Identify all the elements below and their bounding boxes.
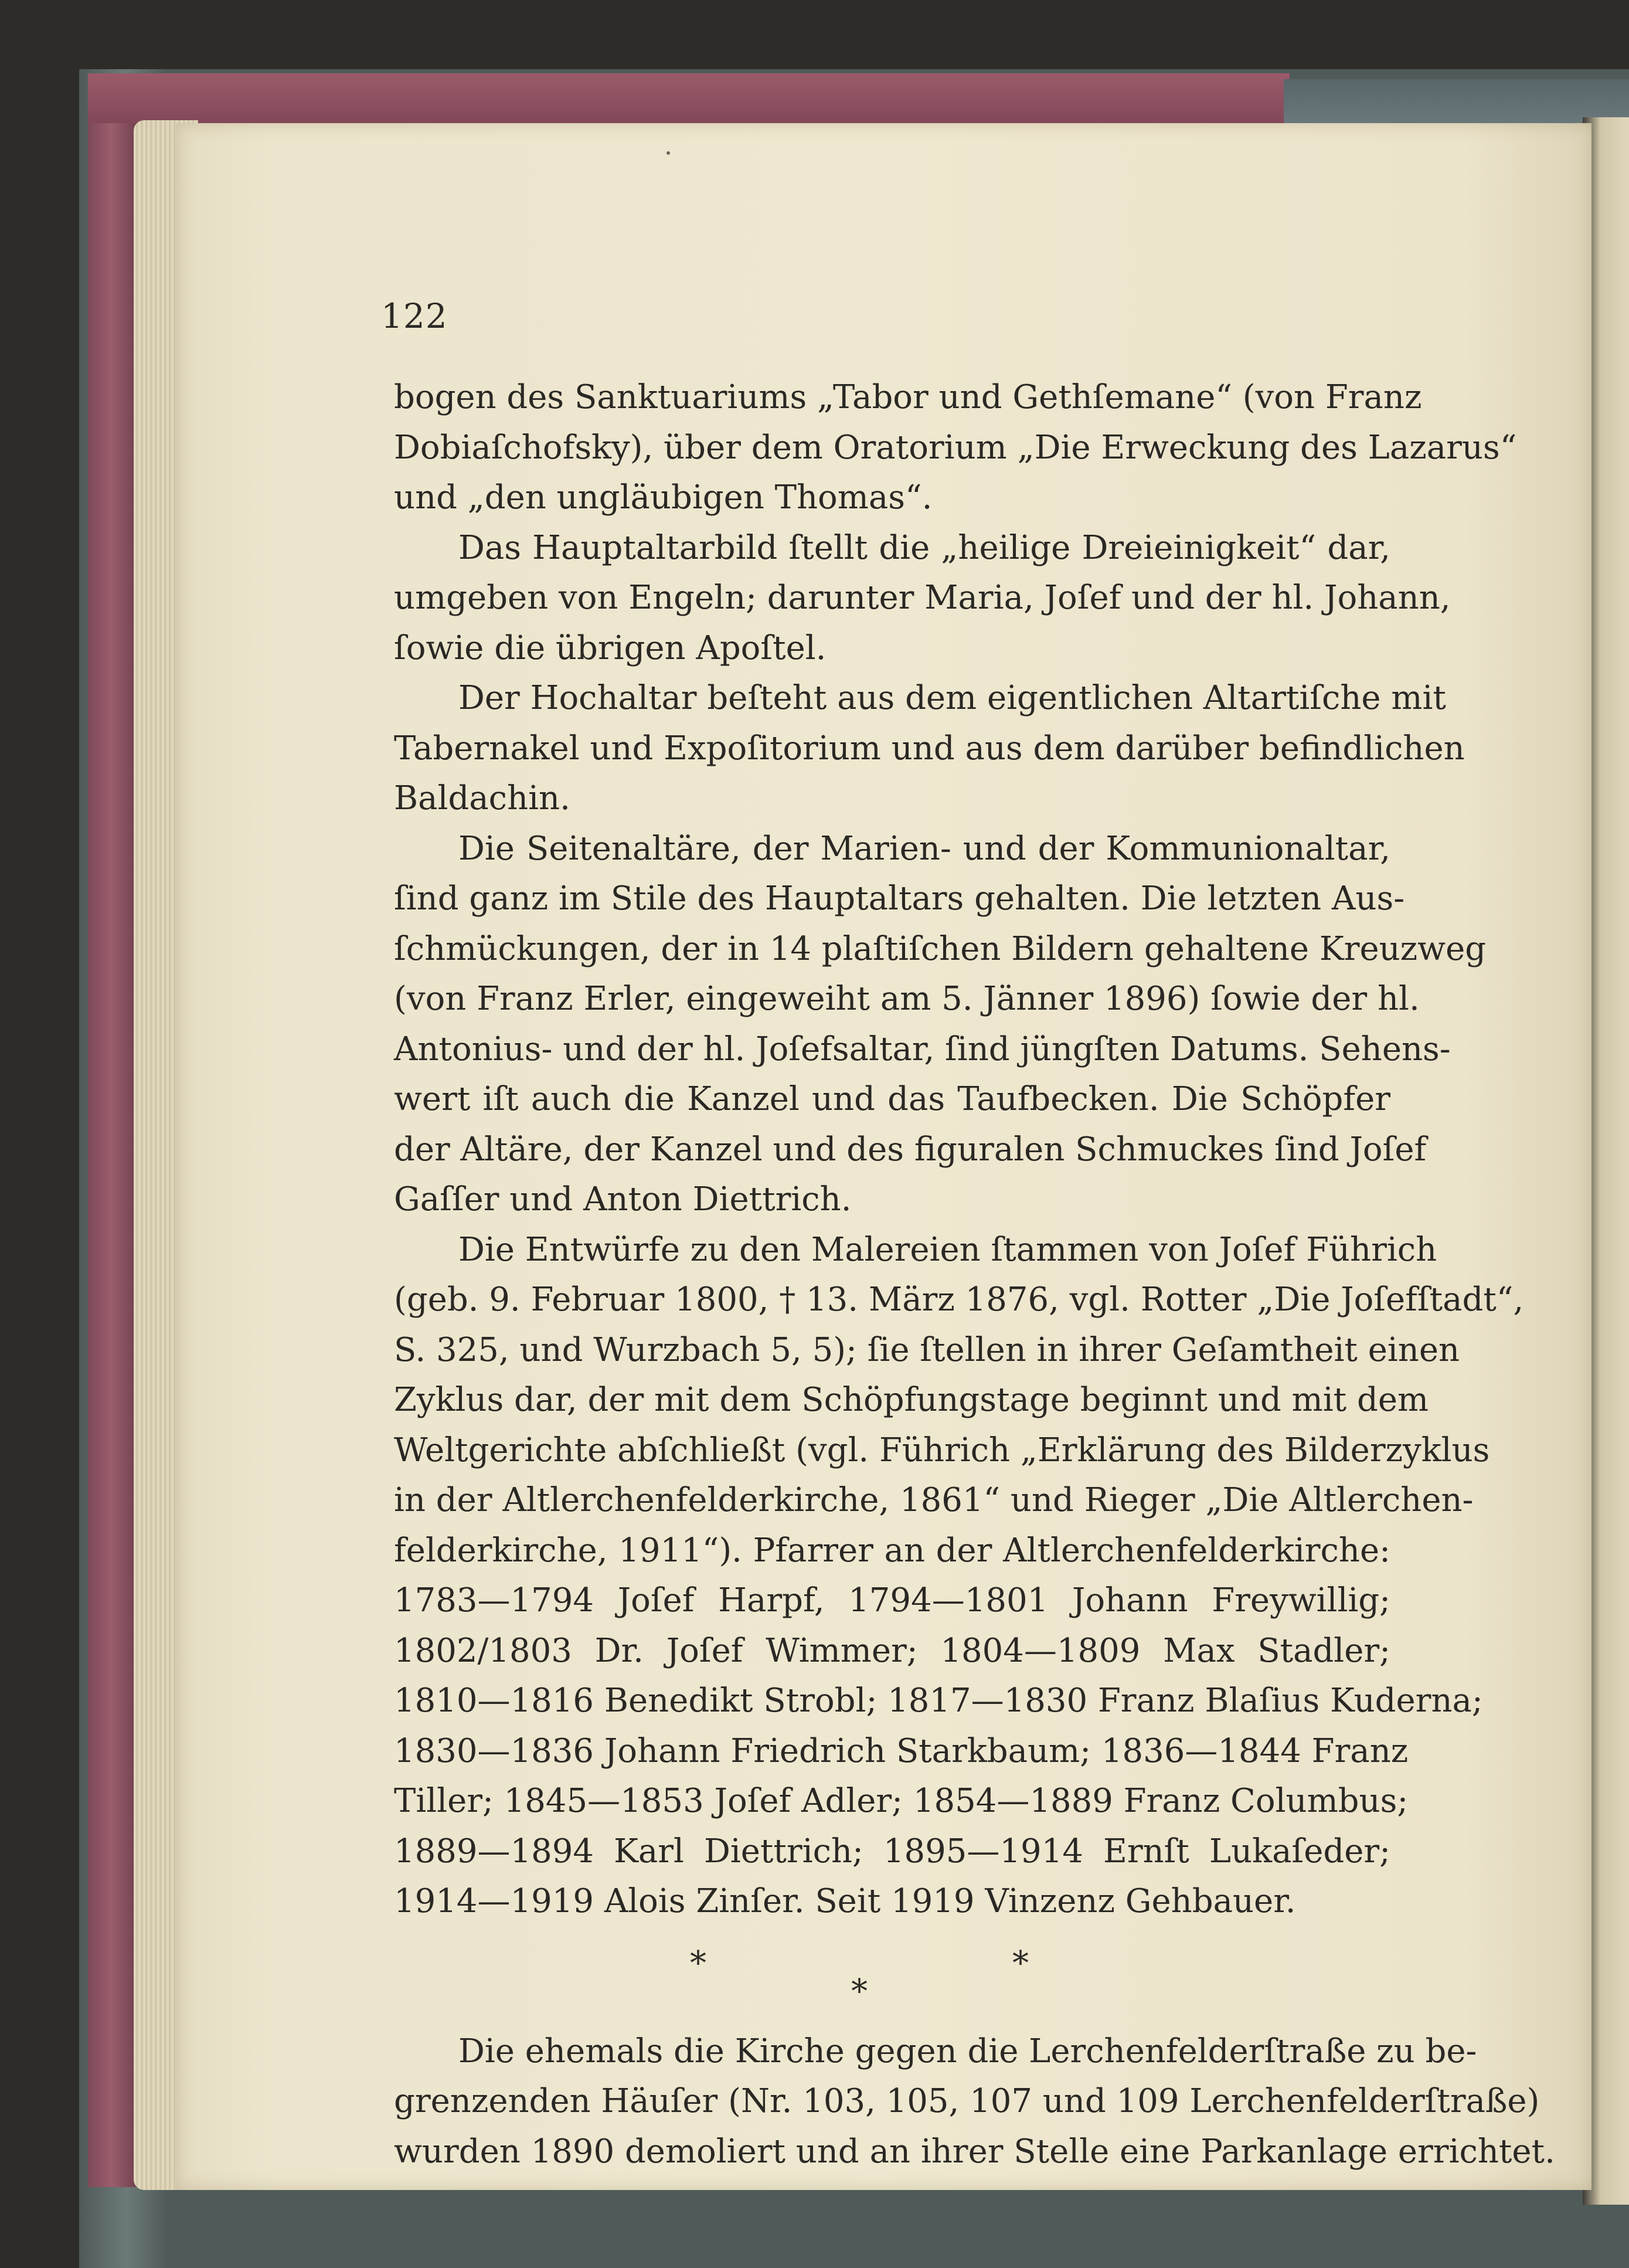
- text-line: grenzenden Häuſer (Nr. 103, 105, 107 und 109 Lerchenfelderſtraße): [394, 2082, 1540, 2120]
- text-line: Antonius- und der hl. Joſefsaltar, ſind jüngſten Datums. Sehens-: [394, 1030, 1451, 1068]
- paragraph: [394, 673, 1465, 824]
- text-line: 1889—1894 Karl Diettrich; 1895—1914 Ernſt Lukaſeder;: [394, 1832, 1390, 1870]
- paragraph: [394, 523, 1451, 674]
- text-line: ſowie die übrigen Apoſtel.: [394, 629, 827, 667]
- text-line: Die ehemals die Kirche gegen die Lerchenfelderſtraße zu be-: [458, 2032, 1477, 2070]
- text-line: Zyklus dar, der mit dem Schöpfungstage beginnt und mit dem: [394, 1381, 1429, 1419]
- paper-speck: [666, 151, 670, 155]
- text-line: Dobiaſchofsky), über dem Oratorium „Die Erweckung des Lazarus“: [394, 428, 1517, 467]
- text-line: der Altäre, der Kanzel und des figuralen Schmuckes ſind Joſef: [394, 1130, 1427, 1169]
- text-line: 1802/1803 Dr. Joſef Wimmer; 1804—1809 Max Stadler;: [394, 1631, 1390, 1670]
- spine-cloth: [88, 123, 141, 2187]
- text-line: Baldachin.: [394, 779, 570, 817]
- text-line: (von Franz Erler, eingeweiht am 5. Jänner 1896) ſowie der hl.: [394, 980, 1420, 1018]
- text-line: S. 325, und Wurzbach 5, 5); ſie ſtellen in ihrer Geſamtheit einen: [394, 1330, 1460, 1369]
- asterisk: *: [1012, 1944, 1029, 1982]
- asterisk: *: [851, 1972, 868, 2011]
- text-line: Der Hochaltar beſteht aus dem eigentlichen Altartiſche mit: [458, 679, 1446, 717]
- text-line: Die Entwürfe zu den Malereien ſtammen von Joſef Führich: [458, 1230, 1437, 1269]
- text-line: umgeben von Engeln; darunter Maria, Joſef und der hl. Johann,: [394, 579, 1451, 617]
- page-number: 122: [381, 296, 448, 336]
- text-line: Gaſſer und Anton Diettrich.: [394, 1180, 852, 1218]
- paragraph: [394, 1225, 1524, 1927]
- text-line: und „den ungläubigen Thomas“.: [394, 478, 933, 517]
- text-line: Tiller; 1845—1853 Joſef Adler; 1854—1889 Franz Columbus;: [394, 1782, 1409, 1820]
- cover-top-cloth: [88, 73, 1290, 129]
- paragraph: [394, 824, 1487, 1225]
- asterisk: *: [690, 1944, 706, 1982]
- text-line: Weltgerichte abſchließt (vgl. Führich „Erklärung des Bilderzyklus: [394, 1431, 1490, 1469]
- text-line: 1783—1794 Joſef Harpf, 1794—1801 Johann Freywillig;: [394, 1581, 1390, 1619]
- text-line: Die Seitenaltäre, der Marien- und der Kommunionaltar,: [458, 829, 1390, 868]
- text-line: 1830—1836 Johann Friedrich Starkbaum; 1836—1844 Franz: [394, 1731, 1409, 1770]
- text-line: wurden 1890 demoliert und an ihrer Stelle eine Parkanlage errichtet.: [394, 2132, 1555, 2171]
- paragraph: [394, 372, 1517, 523]
- text-line: 1810—1816 Benedikt Strobl; 1817—1830 Franz Blaſius Kuderna;: [394, 1682, 1483, 1720]
- text-line: wert iſt auch die Kanzel und das Taufbecken. Die Schöpfer: [394, 1080, 1390, 1118]
- paragraph: [394, 2026, 1555, 2177]
- text-line: ſind ganz im Stile des Hauptaltars gehalten. Die letzten Aus-: [394, 880, 1405, 918]
- text-line: 1914—1919 Alois Zinſer. Seit 1919 Vinzenz Gehbauer.: [394, 1882, 1296, 1920]
- text-line: ſchmückungen, der in 14 plaſtiſchen Bildern gehaltene Kreuzweg: [394, 929, 1487, 968]
- text-line: (geb. 9. Februar 1800, † 13. März 1876, vgl. Rotter „Die Joſefſtadt“,: [394, 1281, 1524, 1319]
- text-line: felderkirche, 1911“). Pfarrer an der Altlerchenfelderkirche:: [394, 1531, 1390, 1570]
- text-line: Tabernakel und Expoſitorium und aus dem darüber befindlichen: [394, 729, 1465, 768]
- page-body-text: [394, 372, 1555, 2177]
- text-line: bogen des Sanktuariums „Tabor und Gethſemane“ (von Franz: [394, 378, 1422, 416]
- text-line: in der Altlerchenfelderkirche, 1861“ und Rieger „Die Altlerchen-: [394, 1481, 1474, 1519]
- text-line: Das Hauptaltarbild ſtellt die „heilige Dreieinigkeit“ dar,: [458, 528, 1390, 567]
- section-separator: [394, 1927, 1390, 2026]
